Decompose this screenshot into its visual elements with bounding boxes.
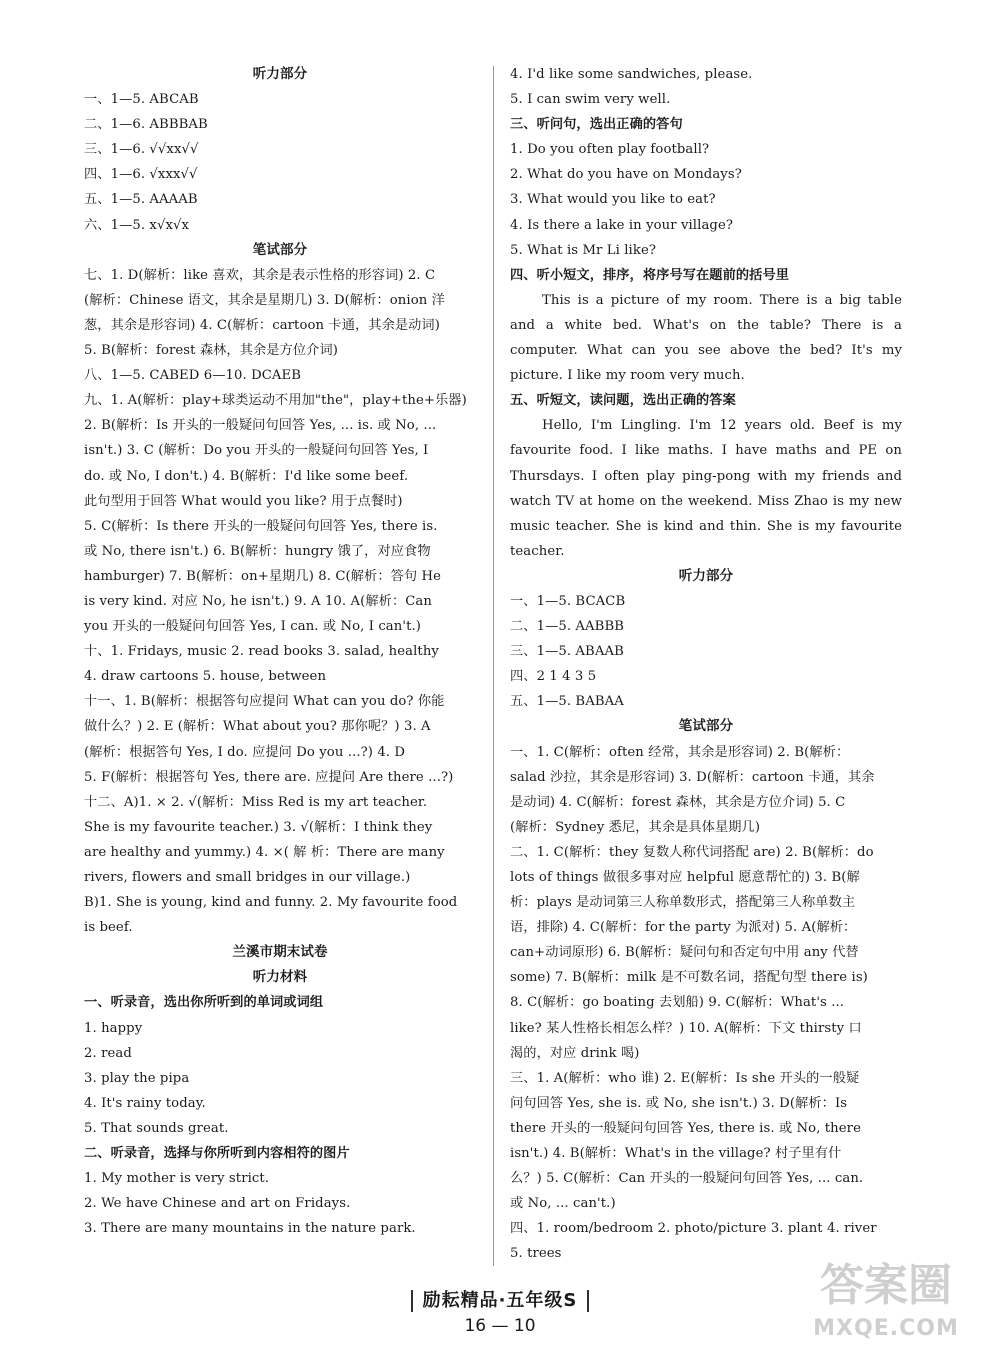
text-line: 5. I can swim very well.: [510, 92, 671, 108]
text-line: 1. My mother is very strict.: [84, 1171, 270, 1187]
text-line: 四、2 1 4 3 5: [510, 669, 597, 685]
text-line: lots of things 做很多事对应 helpful 愿意帮忙的) 3. B(解: [510, 870, 860, 885]
passage-line: music teacher. She is kind and thin. She is my favourite: [510, 518, 902, 534]
text-line: 此句型用于回答 What would you like? 用于点餐时): [84, 493, 403, 509]
text-line: salad 沙拉，其余是形容词) 3. D(解析：cartoon 卡通，其余: [510, 769, 875, 785]
text-line: do. 或 No, I don't.) 4. B(解析：I'd like some beef.: [84, 468, 409, 484]
text-line: 8. C(解析：go boating 去划船) 9. C(解析：What's ...: [510, 995, 845, 1011]
text-line: 5. What is Mr Li like?: [510, 242, 657, 258]
right-column: [510, 62, 902, 1267]
watermark-logo: [786, 1258, 986, 1358]
text-line: rivers, flowers and small bridges in our village.): [84, 870, 411, 885]
left-column: [84, 62, 476, 1241]
watermark-main-text: 答案圈: [820, 1260, 952, 1311]
text-line: 二、1—6. ABBBAB: [84, 117, 208, 133]
text-line: you 开头的一般疑问句回答 Yes, I can. 或 No, I can't.): [84, 619, 422, 635]
section-heading: 听力部分: [678, 567, 734, 584]
text-line: 三、1—5. ABAAB: [510, 644, 624, 660]
text-line: 五、1—5. AAAAB: [84, 192, 198, 208]
text-line: 九、1. A(解析：play+球类运动不用加"the"，play+the+乐器): [84, 393, 467, 409]
text-line: 5. B(解析：forest 森林，其余是方位介词): [84, 343, 338, 359]
text-line: teacher.: [510, 543, 565, 559]
text-line: 3. There are many mountains in the nature park.: [84, 1221, 416, 1237]
text-line: 八、1—5. CABED 6—10. DCAEB: [84, 368, 302, 384]
text-line: 十二、A)1. × 2. √(解析：Miss Red is my art teacher.: [84, 794, 428, 810]
text-line: (解析：根据答句 Yes, I do. 应提问 Do you ...?) 4. D: [84, 744, 406, 760]
section-heading: 听力材料: [252, 969, 308, 986]
watermark-sub-text: MXQE.COM: [813, 1316, 959, 1341]
text-line: 5. That sounds great.: [84, 1120, 229, 1136]
text-line: 2. What do you have on Mondays?: [510, 167, 742, 183]
text-line: hamburger) 7. B(解析：on+星期几) 8. C(解析：答句 He: [84, 568, 441, 584]
passage-line: watch TV at home on the weekend. Miss Zhao is my new: [510, 493, 902, 509]
text-line: 5. C(解析：Is there 开头的一般疑问句回答 Yes, there is.: [84, 518, 438, 534]
text-line: 问句回答 Yes, she is. 或 No, she isn't.) 3. D(解析：Is: [510, 1095, 848, 1111]
book-brand: 励耘精品·五年级S: [411, 1290, 590, 1312]
text-line: 3. play the pipa: [84, 1070, 190, 1086]
text-line: She is my favourite teacher.) 3. √(解析：I think they: [84, 819, 433, 835]
text-line: are healthy and yummy.) 4. ×( 解 析：There are many: [84, 844, 445, 860]
section-heading: 笔试部分: [252, 241, 308, 258]
text-line: 2. B(解析：Is 开头的一般疑问句回答 Yes, ... is. 或 No, ...: [84, 418, 437, 434]
text-line: 2. We have Chinese and art on Fridays.: [84, 1196, 351, 1212]
passage-line: and a white bed. What's on the table? There is a: [510, 317, 902, 333]
text-line: is beef.: [84, 920, 133, 936]
text-line: 语，排除) 4. C(解析：for the party 为派对) 5. A(解析：: [510, 920, 857, 936]
question-heading: 二、听录音，选择与你所听到内容相符的图片: [84, 1146, 350, 1162]
text-line: 5. F(解析：根据答句 Yes, there are. 应提问 Are there ...?): [84, 769, 454, 785]
text-line: 4. Is there a lake in your village?: [510, 217, 734, 233]
text-line: 析：plays 是动词第三人称单数形式，搭配第三人称单数主: [510, 895, 856, 911]
text-line: (解析：Chinese 语文，其余是星期几) 3. D(解析：onion 洋: [84, 292, 445, 308]
text-line: 五、1—5. BABAA: [510, 694, 624, 710]
text-line: 三、1—6. √√xx√√: [84, 142, 199, 158]
text-line: 渴的，对应 drink 喝): [510, 1045, 640, 1061]
text-line: 或 No, there isn't.) 6. B(解析：hungry 饿了，对应食物: [84, 543, 431, 559]
text-line: 2. read: [84, 1045, 132, 1061]
question-heading: 三、听问句，选出正确的答句: [510, 117, 683, 133]
text-line: 一、1. C(解析：often 经常，其余是形容词) 2. B(解析：: [510, 744, 850, 760]
question-heading: 四、听小短文，排序，将序号写在题前的括号里: [510, 267, 790, 283]
text-line: 一、1—5. BCACB: [510, 593, 626, 609]
text-line: is very kind. 对应 No, he isn't.) 9. A 10. A(解析：Can: [84, 593, 432, 609]
text-line: isn't.) 3. C (解析：Do you 开头的一般疑问句回答 Yes, I: [84, 443, 429, 459]
text-line: 5. trees: [510, 1246, 562, 1262]
passage-line: Thursdays. I often play ping-pong with my friends and: [510, 468, 902, 484]
text-line: 1. happy: [84, 1020, 143, 1036]
passage-line: Hello, I'm Lingling. I'm 12 years old. Beef is my: [542, 418, 902, 434]
text-line: 4. It's rainy today.: [84, 1095, 206, 1111]
text-line: 或 No, ... can't.): [510, 1196, 616, 1212]
text-line: 做什么？) 2. E (解析：What about you? 那你呢？) 3. A: [84, 719, 431, 735]
text-line: 七、1. D(解析：like 喜欢，其余是表示性格的形容词) 2. C: [84, 267, 436, 283]
column-divider: [493, 66, 494, 1266]
text-line: picture. I like my room very much.: [510, 368, 745, 384]
text-line: can+动词原形) 6. B(解析：疑问句和否定句中用 any 代替: [510, 945, 859, 961]
section-heading: 笔试部分: [678, 718, 734, 735]
text-line: 四、1—6. √xxx√√: [84, 167, 198, 183]
text-line: isn't.) 4. B(解析：What's in the village? 村子里有什: [510, 1146, 842, 1162]
text-line: like? 某人性格长相怎么样？) 10. A(解析：下文 thirsty 口: [510, 1020, 862, 1036]
passage-line: computer. What can you see above the bed? It's my: [510, 343, 902, 359]
text-line: 是动词) 4. C(解析：forest 森林，其余是方位介词) 5. C: [510, 794, 846, 810]
passage-line: This is a picture of my room. There is a big table: [542, 292, 902, 308]
text-line: 二、1—5. AABBB: [510, 619, 625, 635]
text-line: 4. I'd like some sandwiches, please.: [510, 67, 753, 82]
text-line: (解析：Sydney 悉尼，其余是具体星期几): [510, 819, 761, 835]
question-heading: 五、听短文，读问题，选出正确的答案: [510, 393, 736, 409]
text-line: 么？) 5. C(解析：Can 开头的一般疑问句回答 Yes, ... can.: [510, 1171, 864, 1187]
text-line: 六、1—5. x√x√x: [84, 217, 190, 233]
text-line: 十、1. Fridays, music 2. read books 3. salad, healthy: [84, 644, 439, 660]
text-line: 3. What would you like to eat?: [510, 192, 716, 208]
text-line: 葱，其余是形容词) 4. C(解析：cartoon 卡通，其余是动词): [84, 317, 440, 333]
text-line: 1. Do you often play football?: [510, 142, 710, 158]
text-line: 十一、1. B(解析：根据答句应提问 What can you do? 你能: [84, 694, 445, 710]
section-heading: 听力部分: [252, 66, 308, 82]
text-line: 4. draw cartoons 5. house, between: [84, 669, 327, 685]
text-line: B)1. She is young, kind and funny. 2. My favourite food: [84, 895, 458, 911]
text-line: there 开头的一般疑问句回答 Yes, there is. 或 No, there: [510, 1120, 861, 1136]
text-line: 二、1. C(解析：they 复数人称代词搭配 are) 2. B(解析：do: [510, 844, 874, 860]
page-number: 16 — 10: [464, 1316, 536, 1336]
text-line: 一、1—5. ABCAB: [84, 92, 199, 108]
text-line: 四、1. room/bedroom 2. photo/picture 3. plant 4. river: [510, 1221, 877, 1237]
text-line: 三、1. A(解析：who 谁) 2. E(解析：Is she 开头的一般疑: [510, 1070, 860, 1086]
question-heading: 一、听录音，选出你所听到的单词或词组: [84, 995, 324, 1011]
passage-line: favourite food. I like maths. I have maths and PE on: [510, 443, 902, 459]
section-heading: 兰溪市期末试卷: [232, 944, 328, 961]
text-line: some) 7. B(解析：milk 是不可数名词，搭配句型 there is): [510, 970, 868, 986]
